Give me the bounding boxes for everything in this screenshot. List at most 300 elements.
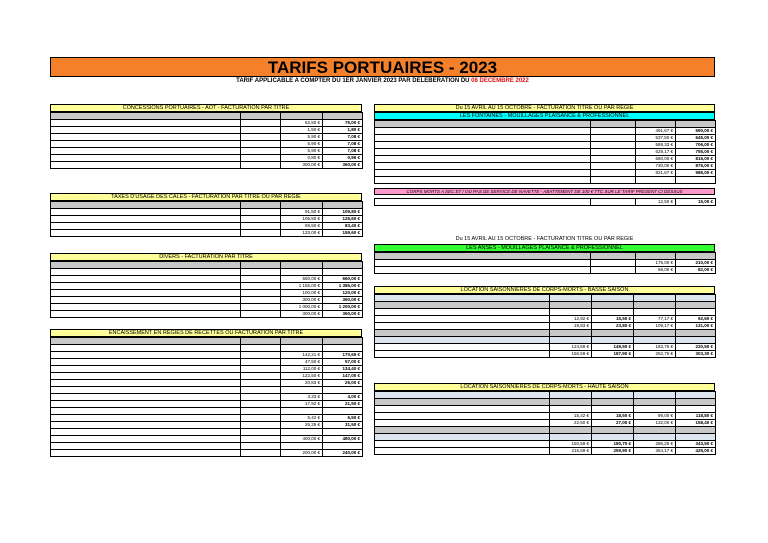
encaissement-cell-ht: 20,83 € [281, 380, 323, 387]
taxes-cell-label [51, 223, 241, 230]
table-row [51, 216, 363, 223]
concessions-header: CONCESSIONS PORTUAIRES - AOT - FACTURATION PAR TITRE [50, 104, 362, 112]
table-row [375, 170, 716, 177]
encaissement-cell-blank [241, 359, 281, 366]
fontaines-cell-label [375, 135, 591, 142]
taxes-section [50, 193, 362, 237]
subtitle-date: 08 DECEMBRE 2022 [471, 78, 529, 84]
divers-cell-ht: 100,00 € [281, 290, 323, 297]
divers-cell-blank [241, 269, 281, 276]
divers-cell-ttc: 1 200,00 € [323, 304, 363, 311]
haute-cell-ht1: 150,59 € [550, 441, 592, 448]
table-row [51, 429, 363, 436]
table-row [51, 373, 363, 380]
haute-cell-empty [550, 406, 592, 413]
divers-cell-label [51, 269, 241, 276]
divers-cell-label [51, 276, 241, 283]
anses-cell-ttc: 82,00 € [676, 267, 716, 274]
encaissement-cell-blank [241, 394, 281, 401]
fontaines-cell-ttc: 755,00 € [676, 149, 716, 156]
basse-cell-empty [634, 295, 676, 302]
divers-cell-label [51, 304, 241, 311]
basse-cell-empty [634, 337, 676, 344]
haute-cell-label [375, 413, 550, 420]
taxes-table [50, 201, 363, 237]
table-row [375, 316, 716, 323]
table-row [51, 230, 363, 237]
fontaines-cell-ht: 491,67 € [636, 128, 676, 135]
divers-cell-ht: 300,00 € [281, 297, 323, 304]
table-row [375, 406, 716, 413]
encaissement-cell-ttc: 25,00 € [323, 380, 363, 387]
fontaines-cell-blank [591, 170, 636, 177]
taxes-cell-ht: 133,00 € [281, 230, 323, 237]
table-row [51, 359, 363, 366]
divers-cell-ttc: 120,00 € [323, 290, 363, 297]
fontaines-cell-blank [591, 142, 636, 149]
fontaines-cell-ht: 730,00 € [636, 163, 676, 170]
encaissement-cell-blank [241, 352, 281, 359]
taxes-cell-blank [241, 209, 281, 216]
haute-cell-ht2: 99,00 € [634, 413, 676, 420]
basse-cell-ttc2: 131,00 € [676, 323, 716, 330]
encaissement-cell-blank [241, 429, 281, 436]
encaissement-table [50, 337, 363, 457]
encaissement-cell-ttc: 6,50 € [323, 415, 363, 422]
concessions-cell-ht: 5,90 € [281, 141, 323, 148]
haute-cell-ht1: 22,50 € [550, 420, 592, 427]
table-row [51, 141, 363, 148]
encaissement-cell-ttc: 4,00 € [323, 394, 363, 401]
haute-cell-empty [676, 427, 716, 434]
divers-cell-blank [241, 276, 281, 283]
fontaines-cell-blank [591, 149, 636, 156]
table-row [51, 134, 363, 141]
table-row [51, 401, 363, 408]
concessions-cell-label [51, 141, 241, 148]
basse-cell-empty [550, 309, 592, 316]
table-row [375, 330, 716, 337]
divers-cell-ht: 550,00 € [281, 276, 323, 283]
haute-cell-empty [676, 392, 716, 399]
fontaines-cell-ttc: 590,00 € [676, 128, 716, 135]
encaissement-cell-label [51, 359, 241, 366]
anses-cell-label [375, 260, 591, 267]
encaissement-cell-ht: 122,50 € [281, 373, 323, 380]
fontaines-cell-label [375, 142, 591, 149]
table-row [51, 276, 363, 283]
basse-cell-ttc2: 92,60 € [676, 316, 716, 323]
haute-cell-empty [375, 434, 550, 441]
haute-cell-empty [676, 434, 716, 441]
fontaines-cell-label [375, 156, 591, 163]
basse-cell-ht1: 19,83 € [550, 323, 592, 330]
fontaines-table [374, 120, 716, 184]
haute-cell-empty [592, 406, 634, 413]
encaissement-cell-label [51, 415, 241, 422]
basse-cell-empty [375, 330, 550, 337]
encaissement-cell-label [51, 387, 241, 394]
encaissement-cell-ht [281, 429, 323, 436]
fontaines-subheader: LES FONTAINES - MOUILLAGES PLAISANCE & PROFESSIONNEL [374, 112, 715, 120]
table-row [375, 323, 716, 330]
fontaines-extra-table [374, 198, 716, 206]
encaissement-cell-ttc: 57,00 € [323, 359, 363, 366]
divers-section [50, 253, 362, 318]
concessions-cell-ttc: 7,08 € [323, 148, 363, 155]
anses-cell-blank [591, 260, 636, 267]
haute-cell-empty [592, 392, 634, 399]
concessions-cell-blank [241, 120, 281, 127]
encaissement-cell-ttc [323, 443, 363, 450]
fontaines-cell-ttc: 986,00 € [676, 170, 716, 177]
concessions-cell-label [51, 148, 241, 155]
fontaines-cell-ttc: 816,00 € [676, 156, 716, 163]
table-row [51, 352, 363, 359]
table-row [51, 297, 363, 304]
table-row [51, 345, 363, 352]
fontaines-extra-ht: 12,50 € [636, 199, 676, 206]
haute-saison-section [374, 383, 715, 455]
table-row [375, 156, 716, 163]
encaissement-cell-ht [281, 443, 323, 450]
encaissement-cell-label [51, 450, 241, 457]
basse-cell-empty [550, 302, 592, 309]
table-row [375, 149, 716, 156]
haute-cell-ht2: 286,25 € [634, 441, 676, 448]
divers-cell-ttc: 1 386,00 € [323, 283, 363, 290]
haute-cell-empty [676, 399, 716, 406]
divers-table [50, 261, 363, 318]
table-row [51, 408, 363, 415]
fontaines-cell-ttc: 645,00 € [676, 135, 716, 142]
subtitle-text: TARIF APPLICABLE A COMPTER DU 1ER JANVIER 2023 PAR DELEBERATION DU [236, 78, 470, 84]
fontaines-header: Du 15 AVRIL AU 15 OCTOBRE - FACTURATION TITRE OU PAR REGIE [374, 104, 715, 112]
haute-cell-empty [550, 392, 592, 399]
basse-cell-empty [634, 302, 676, 309]
table-row [51, 209, 363, 216]
concessions-table [50, 112, 363, 169]
table-row [375, 309, 716, 316]
encaissement-cell-ht [281, 345, 323, 352]
concessions-cell-blank [241, 155, 281, 162]
encaissement-cell-label [51, 380, 241, 387]
encaissement-cell-blank [241, 408, 281, 415]
haute-cell-empty [676, 406, 716, 413]
anses-cell-ttc: 210,00 € [676, 260, 716, 267]
encaissement-cell-blank [241, 422, 281, 429]
basse-cell-label [375, 351, 550, 358]
table-row [375, 135, 716, 142]
encaissement-cell-blank [241, 415, 281, 422]
haute-cell-ttc1: 18,50 € [592, 413, 634, 420]
encaissement-cell-ttc: 31,50 € [323, 422, 363, 429]
encaissement-cell-ttc: 240,00 € [323, 450, 363, 457]
encaissement-cell-ht: 142,21 € [281, 352, 323, 359]
divers-cell-ttc [323, 269, 363, 276]
basse-cell-empty [592, 309, 634, 316]
table-row [51, 155, 363, 162]
table-row [375, 337, 716, 344]
divers-cell-ht [281, 269, 323, 276]
encaissement-cell-ht: 47,50 € [281, 359, 323, 366]
encaissement-cell-label [51, 366, 241, 373]
table-row [375, 163, 716, 170]
concessions-cell-ht: 1,50 € [281, 127, 323, 134]
anses-cell-label [375, 267, 591, 274]
basse-cell-empty [592, 330, 634, 337]
basse-cell-empty [676, 295, 716, 302]
basse-cell-empty [375, 309, 550, 316]
basse-cell-ht1: 156,59 € [550, 351, 592, 358]
haute-cell-ht1: 216,59 € [550, 448, 592, 455]
table-row [51, 283, 363, 290]
table-row [375, 344, 716, 351]
encaissement-cell-blank [241, 380, 281, 387]
encaissement-cell-label [51, 394, 241, 401]
encaissement-cell-ht: 200,00 € [281, 450, 323, 457]
concessions-cell-label [51, 162, 241, 169]
encaissement-cell-blank [241, 436, 281, 443]
concessions-cell-ht: 5,90 € [281, 148, 323, 155]
haute-cell-ttc2: 158,40 € [676, 420, 716, 427]
encaissement-cell-blank [241, 387, 281, 394]
encaissement-cell-label [51, 429, 241, 436]
encaissement-cell-label [51, 422, 241, 429]
concessions-cell-ttc: 360,00 € [323, 162, 363, 169]
basse-cell-ht2: 252,75 € [634, 351, 676, 358]
taxes-cell-blank [241, 216, 281, 223]
taxes-cell-ht: 91,50 € [281, 209, 323, 216]
haute-saison-table [374, 391, 716, 455]
encaissement-cell-ht: 400,00 € [281, 436, 323, 443]
encaissement-cell-ht: 26,25 € [281, 422, 323, 429]
haute-cell-label [375, 420, 550, 427]
concessions-cell-blank [241, 162, 281, 169]
divers-cell-label [51, 297, 241, 304]
encaissement-cell-ht [281, 408, 323, 415]
fontaines-cell-blank [591, 156, 636, 163]
table-row [51, 120, 363, 127]
encaissement-cell-ttc: 170,65 € [323, 352, 363, 359]
encaissement-header: ENCAISSEMENT EN REGIES DE RECETTES OU FACTURATION PAR TITRE [50, 329, 362, 337]
haute-cell-ttc2: 343,50 € [676, 441, 716, 448]
basse-cell-label [375, 316, 550, 323]
concessions-cell-ht: 62,50 € [281, 120, 323, 127]
encaissement-section [50, 329, 362, 457]
haute-cell-empty [634, 434, 676, 441]
table-row [375, 392, 716, 399]
haute-cell-empty [375, 406, 550, 413]
haute-cell-ttc2: 118,80 € [676, 413, 716, 420]
haute-cell-ttc2: 425,00 € [676, 448, 716, 455]
encaissement-cell-ttc [323, 345, 363, 352]
haute-cell-empty [592, 399, 634, 406]
table-row [375, 260, 716, 267]
encaissement-cell-ht: 3,33 € [281, 394, 323, 401]
encaissement-cell-ttc: 134,40 € [323, 366, 363, 373]
table-row [51, 415, 363, 422]
haute-cell-label [375, 448, 550, 455]
divers-header: DIVERS - FACTURATION PAR TITRE [50, 253, 362, 261]
basse-cell-ttc2: 303,30 € [676, 351, 716, 358]
taxes-cell-blank [241, 230, 281, 237]
basse-cell-empty [592, 302, 634, 309]
encaissement-cell-ttc [323, 387, 363, 394]
basse-cell-empty [375, 295, 550, 302]
concessions-cell-ttc: 1,80 € [323, 127, 363, 134]
table-row [51, 290, 363, 297]
encaissement-cell-blank [241, 373, 281, 380]
haute-cell-empty [550, 427, 592, 434]
table-row [375, 302, 716, 309]
table-row [51, 311, 363, 318]
basse-cell-empty [634, 309, 676, 316]
encaissement-cell-ht: 5,42 € [281, 415, 323, 422]
concessions-cell-label [51, 127, 241, 134]
divers-cell-ht: 1 155,00 € [281, 283, 323, 290]
encaissement-cell-blank [241, 443, 281, 450]
basse-cell-empty [550, 330, 592, 337]
encaissement-cell-blank [241, 401, 281, 408]
basse-cell-ttc1: 149,50 € [592, 344, 634, 351]
fontaines-cell-ttc: 876,00 € [676, 163, 716, 170]
fontaines-cell-label [375, 128, 591, 135]
basse-cell-ht1: 124,59 € [550, 344, 592, 351]
taxes-header: TAXES D'USAGE DES CALES - FACTURATION PAR TITRE OU PAR REGIE [50, 193, 362, 201]
anses-header: Du 15 AVRIL AU 15 OCTOBRE - FACTURATION TITRE OU PAR REGIE [455, 236, 634, 242]
encaissement-cell-label [51, 352, 241, 359]
fontaines-cell-ht: 629,17 € [636, 149, 676, 156]
haute-cell-ttc1: 259,90 € [592, 448, 634, 455]
table-row [375, 128, 716, 135]
basse-cell-empty [550, 337, 592, 344]
haute-cell-empty [550, 434, 592, 441]
table-row [51, 436, 363, 443]
divers-cell-ht: 300,00 € [281, 311, 323, 318]
basse-cell-empty [676, 337, 716, 344]
fontaines-cell-blank [591, 135, 636, 142]
concessions-cell-ht: 300,00 € [281, 162, 323, 169]
encaissement-cell-blank [241, 345, 281, 352]
divers-cell-ht: 1 000,00 € [281, 304, 323, 311]
concessions-cell-ht: 0,80 € [281, 155, 323, 162]
anses-subheader: LES ANSES - MOUILLAGES PLAISANCE & PROFESSIONNEL [374, 244, 715, 252]
divers-cell-label [51, 311, 241, 318]
fontaines-cell-ht: 821,67 € [636, 170, 676, 177]
table-row [51, 162, 363, 169]
divers-cell-blank [241, 290, 281, 297]
encaissement-cell-ttc: 21,50 € [323, 401, 363, 408]
table-row [51, 304, 363, 311]
taxes-cell-ttc: 126,60 € [323, 216, 363, 223]
basse-cell-ttc1: 15,50 € [592, 316, 634, 323]
basse-cell-empty [550, 295, 592, 302]
page-title: TARIFS PORTUAIRES - 2023 [50, 57, 715, 77]
haute-cell-label [375, 441, 550, 448]
divers-cell-blank [241, 297, 281, 304]
basse-cell-ht1: 12,92 € [550, 316, 592, 323]
table-row [375, 267, 716, 274]
table-row [375, 295, 716, 302]
table-row [375, 434, 716, 441]
haute-cell-empty [375, 392, 550, 399]
fontaines-cell-label [375, 149, 591, 156]
encaissement-cell-label [51, 401, 241, 408]
concessions-cell-label [51, 120, 241, 127]
taxes-cell-ttc: 159,60 € [323, 230, 363, 237]
table-row [51, 269, 363, 276]
fontaines-cell-label [375, 163, 591, 170]
haute-cell-ttc1: 27,00 € [592, 420, 634, 427]
encaissement-cell-ttc: 147,00 € [323, 373, 363, 380]
basse-cell-ht2: 183,75 € [634, 344, 676, 351]
table-row [51, 148, 363, 155]
encaissement-cell-ht [281, 387, 323, 394]
divers-cell-label [51, 283, 241, 290]
fontaines-cell-ttc: 706,00 € [676, 142, 716, 149]
taxes-cell-label [51, 209, 241, 216]
basse-cell-label [375, 344, 550, 351]
table-row [51, 443, 363, 450]
concessions-cell-blank [241, 148, 281, 155]
encaissement-cell-blank [241, 450, 281, 457]
haute-cell-empty [375, 427, 550, 434]
table-row [51, 380, 363, 387]
table-row [51, 387, 363, 394]
encaissement-cell-label [51, 443, 241, 450]
haute-cell-empty [592, 434, 634, 441]
table-row [375, 399, 716, 406]
table-row [51, 223, 363, 230]
concessions-cell-blank [241, 141, 281, 148]
basse-cell-ht2: 109,17 € [634, 323, 676, 330]
haute-cell-empty [375, 399, 550, 406]
encaissement-cell-label [51, 373, 241, 380]
encaissement-cell-blank [241, 366, 281, 373]
table-row [51, 366, 363, 373]
fontaines-cell-ht: 680,00 € [636, 156, 676, 163]
basse-cell-empty [592, 295, 634, 302]
basse-cell-empty [676, 330, 716, 337]
basse-saison-table [374, 294, 716, 358]
basse-cell-empty [676, 309, 716, 316]
encaissement-cell-ttc [323, 429, 363, 436]
table-row [375, 441, 716, 448]
fontaines-cell-blank [591, 163, 636, 170]
concessions-cell-ttc: 7,08 € [323, 141, 363, 148]
encaissement-cell-label [51, 345, 241, 352]
table-row [375, 142, 716, 149]
basse-cell-ttc2: 220,50 € [676, 344, 716, 351]
table-row [375, 413, 716, 420]
haute-cell-ht2: 132,00 € [634, 420, 676, 427]
taxes-cell-ht: 105,50 € [281, 216, 323, 223]
divers-cell-blank [241, 283, 281, 290]
basse-saison-header: LOCATION SAISONNIERES DE CORPS-MORTS - BASSE SAISON [374, 286, 715, 294]
encaissement-cell-ttc: 480,00 € [323, 436, 363, 443]
basse-cell-empty [375, 302, 550, 309]
encaissement-cell-ht: 112,00 € [281, 366, 323, 373]
concessions-section [50, 104, 362, 169]
table-row [51, 127, 363, 134]
divers-cell-blank [241, 304, 281, 311]
haute-cell-empty [634, 399, 676, 406]
divers-cell-ttc: 660,00 € [323, 276, 363, 283]
concessions-cell-blank [241, 127, 281, 134]
haute-cell-ttc1: 180,70 € [592, 441, 634, 448]
haute-cell-empty [592, 427, 634, 434]
